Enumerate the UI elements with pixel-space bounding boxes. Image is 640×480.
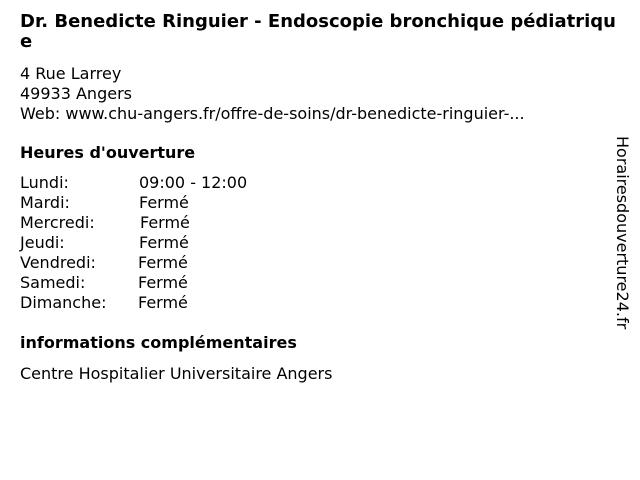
site-brand-watermark bbox=[612, 136, 632, 376]
hours-value: Fermé bbox=[140, 213, 190, 232]
street-address: 4 Rue Larrey bbox=[20, 64, 122, 83]
opening-hours-heading: Heures d'ouverture bbox=[20, 143, 196, 162]
hours-value: Fermé bbox=[138, 253, 188, 272]
page-title: Dr. Benedicte Ringuier - Endoscopie bronchique pédiatrique bbox=[20, 11, 616, 52]
day-label: Mardi: bbox=[20, 193, 70, 212]
site-brand-text: Horairesdouverture24.fr bbox=[613, 136, 632, 330]
day-label: Mercredi: bbox=[20, 213, 95, 232]
additional-info-heading: informations complémentaires bbox=[20, 333, 297, 352]
city-address: 49933 Angers bbox=[20, 84, 132, 103]
address-block bbox=[20, 64, 525, 124]
day-label: Vendredi: bbox=[20, 253, 96, 272]
hours-value: Fermé bbox=[139, 233, 189, 252]
day-label: Dimanche: bbox=[20, 293, 107, 312]
hours-value: 09:00 - 12:00 bbox=[139, 173, 248, 192]
day-label: Samedi: bbox=[20, 273, 86, 292]
website-link[interactable]: Web: www.chu-angers.fr/offre-de-soins/dr-benedicte-ringuier-... bbox=[20, 104, 525, 123]
hours-value: Fermé bbox=[138, 293, 188, 312]
day-label: Jeudi: bbox=[20, 233, 65, 252]
website-link-row[interactable] bbox=[20, 104, 525, 124]
hours-value: Fermé bbox=[138, 273, 188, 292]
additional-info-text: Centre Hospitalier Universitaire Angers bbox=[20, 364, 333, 383]
hours-value: Fermé bbox=[139, 193, 189, 212]
day-label: Lundi: bbox=[20, 173, 69, 192]
